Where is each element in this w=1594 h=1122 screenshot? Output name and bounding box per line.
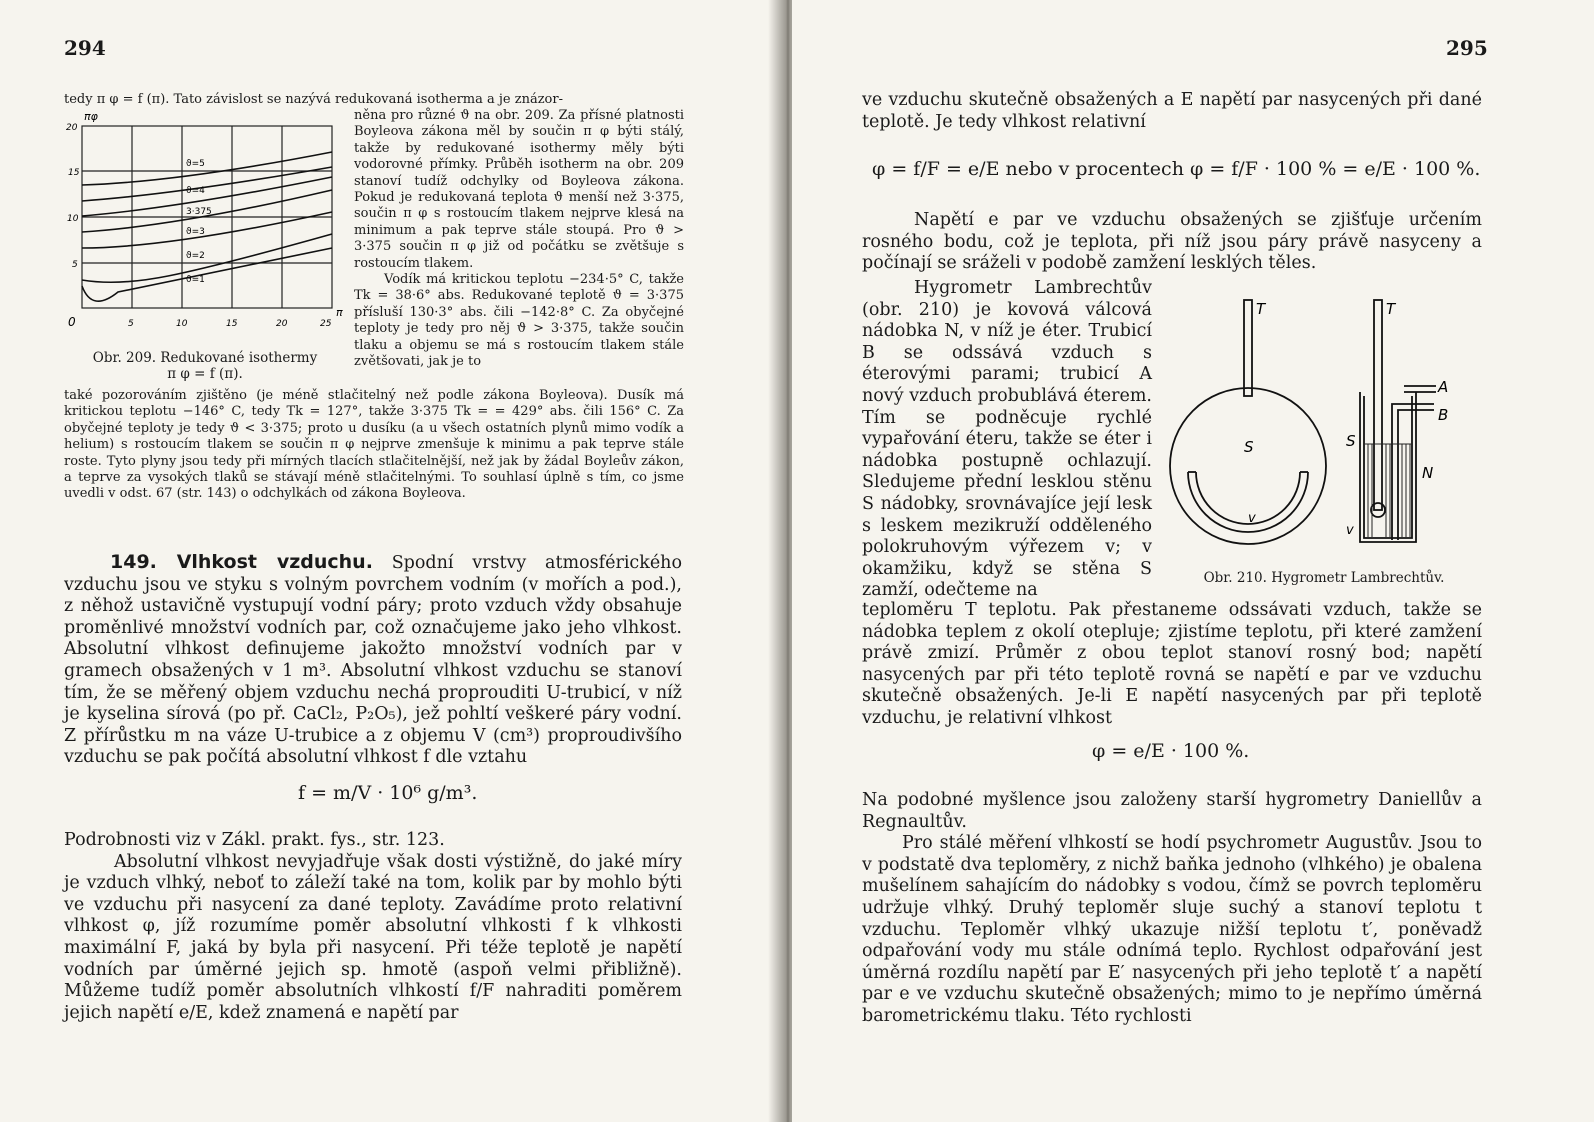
y-tick: 5 [72,260,78,270]
y-tick: 10 [67,214,79,224]
caption-line: Obr. 209. Redukované isothermy [92,350,318,366]
side-text-2: Vodík má kritickou teplotu −234·5° C, takže Tk = 38·6° abs. Redukované teplotě ϑ = 3·375 přísluší 130·3° abs. čili −142·8° C. Za obyčejné teploty je tedy pro něj ϑ > 3·375, takže součin tlaku a objemu se má s rostoucím tlakem stále zvětšovati, jak je to [354,272,684,370]
paragraph: ve vzduchu skutečně obsažených a E napětí par nasycených při dané teplotě. Je tedy vlhkost relativní [862,90,1482,132]
figure-210-caption: Obr. 210. Hygrometr Lambrechtův. [1203,570,1445,586]
intro-line: tedy π φ = f (π). Tato závislost se nazývá redukovaná isotherma a je znázor- [64,92,563,107]
figure-209-caption [60,350,350,382]
label-t-right: T [1386,300,1396,318]
x-tick: 5 [128,319,134,329]
label-t-left: T [1256,300,1266,318]
figure-210-hygrometer [1164,294,1484,564]
left-page [0,0,784,1122]
section-heading: 149. Vlhkost vzduchu. [110,551,373,573]
paragraph: Absolutní vlhkost nevyjadřuje však dosti výstižně, do jaké míry je vzduch vlhký, neboť to záleží také na tom, kolik par by mohlo býti ve vzduchu při nasycení za dané teploty. Zavádíme proto relativní vlhkost φ, jíž rozumíme poměr absolutní vlhkosti f k vlhkosti maximální F, jaká by byla při nasycení. Při téže teplotě je napětí vodních par úměrné jejich sp. hmotě (aspoň velmi přibližně). Můžeme tudíž poměr absolutních vlhkostí f/F nahraditi poměrem jejich napětí e/E, kdež znamená e napětí par [64,851,682,1023]
page-number-left: 294 [64,36,106,60]
figure-209-grid [82,126,332,308]
ether-liquid [1365,444,1411,537]
equation-relative-humidity: φ = f/F = e/E nebo v procentech φ = f/F · 100 % = e/E · 100 %. [872,158,1481,180]
equation-relative-humidity-2: φ = e/E · 100 %. [1092,740,1250,762]
x-axis-label: π [336,306,343,319]
label-a: A [1438,378,1449,396]
label-s-side: S [1346,432,1356,450]
paragraph: Na podobné myšlence jsou založeny starší hygrometry Daniellův a Regnaultův. [862,790,1482,832]
x-tick: 10 [176,319,188,329]
y-tick: 15 [68,168,80,178]
curve-label: ϑ=5 [186,159,205,169]
label-v-side: v [1346,523,1354,538]
figure-209-curves [82,152,332,301]
x-tick: 20 [276,319,288,329]
paragraph: Napětí e par ve vzduchu obsažených se zjišťuje určením rosného bodu, což je teplota, při níž jsou páry právě nasyceny a počínají se sráželi v podobě zamžení lesklých těles. [862,210,1482,274]
curve-label: 3·375 [186,207,212,217]
paragraph: teploměru T teplotu. Pak přestaneme odssávati vzduch, takže se nádobka teplem z okolí otepluje; zjistíme teplotu, při které zamžení právě zmizí. Průměr z obou teplot stanoví rosný bod; napětí nasycených par při této teplotě rovná se napětí e par ve vzduchu skutečně obsažených. Je-li E napětí nasycených par při teplotě vzduchu, je relativní vlhkost [862,600,1482,728]
section-text: Spodní vrstvy atmosférického vzduchu jsou ve styku s volným povrchem vodním (v mořích a pod.), z něhož ustavičně vystupují vodní páry; proto vzduch vždy obsahuje proměnlivé množství vodních par, což označujeme jako jeho vlhkost. Absolutní vlhkost definujeme jakožto množství vodních par v gramech obsažených v 1 m³. Absolutní vlhkost vzduchu se stanoví tím, že se měřený objem vzduchu nechá proprouditi U-trubicí, v níž je kyselina sírová (po př. CaCl₂, P₂O₅), jež pohltí veškeré páry vodní. Z přírůstku m na váze U-trubice a z objemu V (cm³) proproudivšího vzduchu se pak počítá absolutní vlhkost f dle vztahu [64,553,682,768]
label-v-front: v [1248,511,1256,526]
caption-line: π φ = f (π). [167,366,243,382]
label-b: B [1438,406,1449,424]
right-page [792,0,1594,1122]
curve-label: ϑ=3 [186,227,205,237]
x-tick: 15 [226,319,238,329]
curve-label: ϑ=1 [186,275,205,285]
y-axis-label: πφ [84,110,98,123]
equation-absolute-humidity: f = m/V · 10⁶ g/m³. [298,782,478,804]
page-number-right: 295 [1446,36,1488,60]
side-text: něna pro různé ϑ na obr. 209. Za přísné platnosti Boyleova zákona měl by součin π φ býti stálý, takže by redukované isothermy měly býti vodorovné přímky. Průběh isotherm na obr. 209 stanoví tudíž odchylky od Boyleova zákona. Pokud je redukovaná teplota ϑ menší než 3·375, součin π φ s rostoucím tlakem nejprve klesá na minimum a pak teprve stále stoupá. Pro ϑ > 3·375 součin π φ již od počátku se zvětšuje s rostoucím tlakem. [354,108,684,271]
label-n: N [1422,464,1434,482]
side-text-column [354,108,684,371]
right-bottom-text [862,790,1482,1028]
x-tick: 25 [320,319,332,329]
y-tick: 20 [66,123,78,133]
label-s-front: S [1244,438,1254,456]
paragraph: Pro stálé měření vlhkostí se hodí psychrometr Augustův. Jsou to v podstatě dva teploměry, z nichž baňka jednoho (vlhkého) je obalena mušelínem sahajícím do nádobky s vodou, čímž se povrch teploměru udržuje vlhký. Druhý teploměr sluje suchý a stanoví teplotu t vzduchu. Teploměr vlhký ukazuje nižší teplotu t′, poněvadž odpařování vody mu stále odnímá teplo. Rychlost odpařování jest úměrná rozdílu napětí par E′ nasycených při jeho teplotě t′ a napětí par e ve vzduchu skutečně obsažených; mimo to je nepřímo úměrná barometrickému tlaku. Této rychlosti [862,833,1482,1026]
curve-label: ϑ=4 [186,186,205,196]
full-width-small-text: také pozorováním zjištěno (je méně stlačitelný než podle zákona Boyleova). Dusík má kritickou teplotu −146° C, tedy Tk = 127°, takže 3·375 Tk = = 429° abs. čili 156° C. Za obyčejné teploty je tedy ϑ < 3·375; proto u dusíku (a u všech ostatních plynů mimo vodík a helium) s rostoucím tlakem se součin π φ nejprve zmenšuje k minimu a pak teprve stále roste. Tyto plyny jsou tedy při mírných tlacích stlačitelnější, než jak by žádal Boyleův zákon, a teprve za vysokých tlaků se stávají méně stlačitelnými. To souhlasí úplně s tím, co jsme uvedli v odst. 67 (str. 143) o odchylkách od zákona Boyleova. [64,388,684,502]
figure-209-reduced-isotherms [58,108,348,358]
curve-label: ϑ=2 [186,251,205,261]
section-149 [64,552,682,769]
x-tick: 0 [68,315,76,329]
paragraph-hygrometer: Hygrometr Lambrechtův (obr. 210) je kovová válcová nádobka N, v níž je éter. Trubicí B se odssává vzduch s éterovými parami; trubicí A nový vzduch probublává éterem. Tím se podněcuje rychlé vypařování éteru, takže se éter i nádobka postupně ochlazují. Sledujeme přední lesklou stěnu S nádobky, srovnávajíce její lesk s leskem mezikruží odděleného polokruhovým výřezem v; v okamžiku, když se stěna S zamží, odečteme na [862,278,1152,601]
paragraph: Podrobnosti viz v Zákl. prakt. fys., str. 123. [64,830,445,850]
left-bottom-text [64,830,682,1024]
